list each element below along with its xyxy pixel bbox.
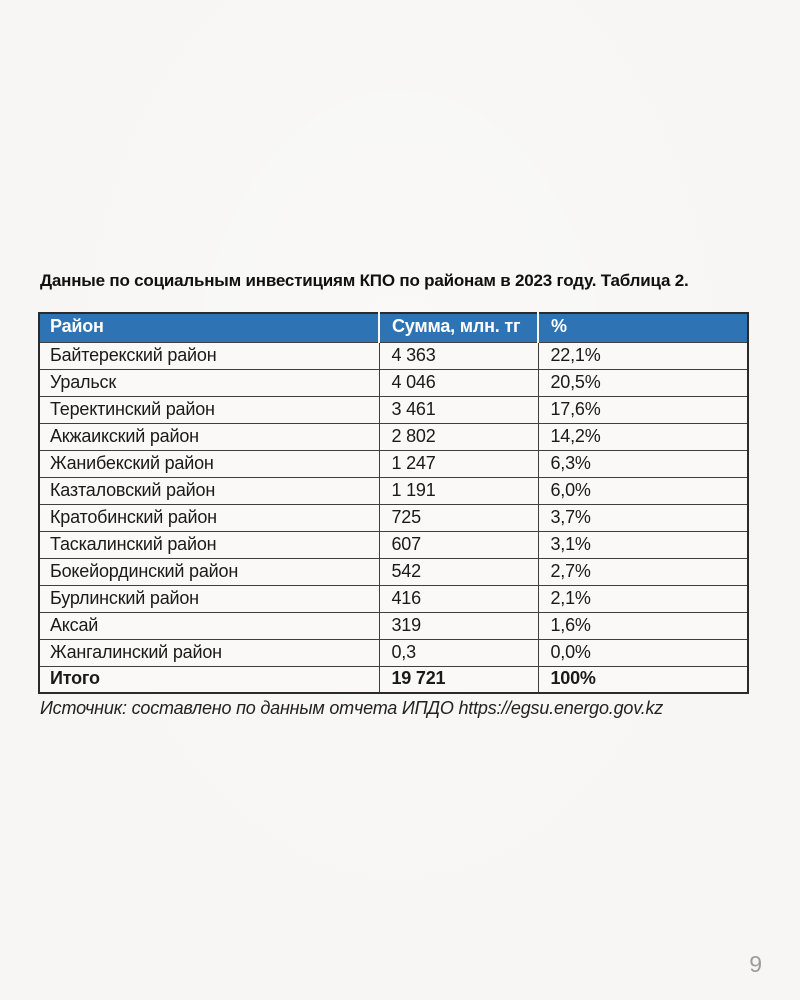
percent-cell: 20,5% xyxy=(538,369,748,396)
percent-cell: 17,6% xyxy=(538,396,748,423)
district-cell: Итого xyxy=(50,668,100,689)
table-row xyxy=(39,396,748,423)
sum-cell: 19 721 xyxy=(379,666,538,693)
page-number: 9 xyxy=(749,951,762,977)
sum-cell: 4 363 xyxy=(379,342,538,369)
district-cell: Жангалинский район xyxy=(39,639,379,666)
sum-cell: 2 802 xyxy=(379,423,538,450)
percent-cell: 22,1% xyxy=(538,342,748,369)
percent-cell: 14,2% xyxy=(538,423,748,450)
sum-cell: 607 xyxy=(379,531,538,558)
percent-cell: 3,1% xyxy=(538,531,748,558)
percent-cell: 2,1% xyxy=(538,585,748,612)
percent-cell: 2,7% xyxy=(538,558,748,585)
sum-cell: 4 046 xyxy=(379,369,538,396)
sum-cell: 0,3 xyxy=(379,639,538,666)
district-cell: Жанибекский район xyxy=(39,450,379,477)
column-header-percent: % xyxy=(538,313,748,342)
table-row xyxy=(39,612,748,639)
sum-cell: 416 xyxy=(379,585,538,612)
table-row xyxy=(39,504,748,531)
percent-cell: 6,0% xyxy=(538,477,748,504)
table-title: Данные по социальным инвестициям КПО по районам в 2023 году. Таблица 2. xyxy=(40,271,689,290)
percent-cell: 6,3% xyxy=(538,450,748,477)
district-cell: Акжаикский район xyxy=(39,423,379,450)
sum-cell: 1 247 xyxy=(379,450,538,477)
percent-cell: 3,7% xyxy=(538,504,748,531)
district-cell: Теректинский район xyxy=(39,396,379,423)
sum-cell: 319 xyxy=(379,612,538,639)
column-header-sum: Сумма, млн. тг xyxy=(379,313,538,342)
district-cell: Бокейординский район xyxy=(39,558,379,585)
table-row xyxy=(39,450,748,477)
table-row xyxy=(39,477,748,504)
table-row xyxy=(39,531,748,558)
sum-cell: 542 xyxy=(379,558,538,585)
table-row xyxy=(39,639,748,666)
percent-cell: 100% xyxy=(538,666,748,693)
column-header-district: Район xyxy=(39,313,379,342)
sum-cell: 1 191 xyxy=(379,477,538,504)
table-body xyxy=(39,342,748,693)
percent-cell: 1,6% xyxy=(538,612,748,639)
district-cell: Казталовский район xyxy=(39,477,379,504)
table-header-row xyxy=(39,313,748,342)
district-cell: Кратобинский район xyxy=(39,504,379,531)
table-total-row xyxy=(39,666,748,693)
district-cell: Аксай xyxy=(39,612,379,639)
district-cell: Бурлинский район xyxy=(39,585,379,612)
district-cell: Байтерекский район xyxy=(39,342,379,369)
table-header xyxy=(39,313,748,342)
table-row xyxy=(39,342,748,369)
district-cell: Таскалинский район xyxy=(39,531,379,558)
table-row xyxy=(39,585,748,612)
district-cell: Уральск xyxy=(39,369,379,396)
table-row xyxy=(39,423,748,450)
table-row xyxy=(39,558,748,585)
sum-cell: 3 461 xyxy=(379,396,538,423)
investments-table xyxy=(38,312,749,694)
sum-cell: 725 xyxy=(379,504,538,531)
table-row xyxy=(39,369,748,396)
percent-cell: 0,0% xyxy=(538,639,748,666)
source-note: Источник: составлено по данным отчета ИПДО https://egsu.energo.gov.kz xyxy=(40,698,664,718)
